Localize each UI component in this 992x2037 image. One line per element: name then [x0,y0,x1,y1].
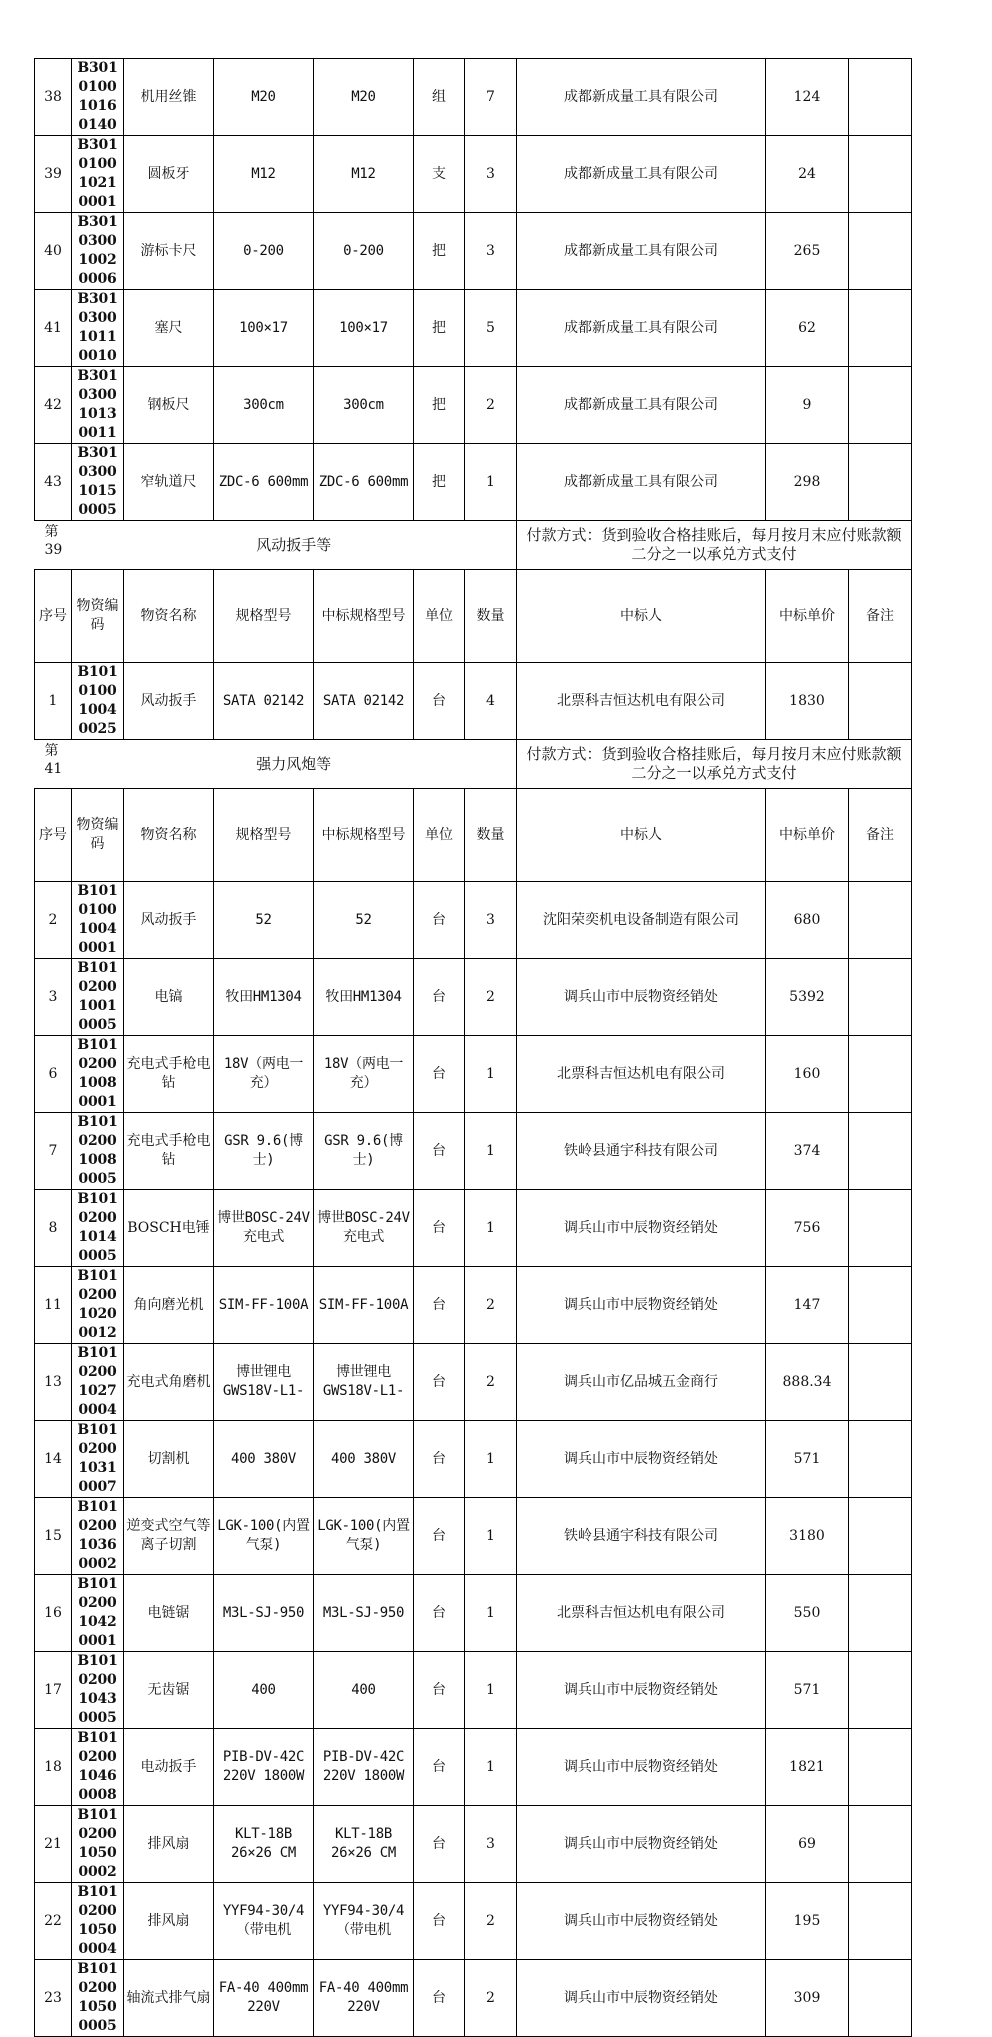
unit-cell: 台 [414,1498,465,1575]
unit-cell: 组 [414,59,465,136]
note-cell [849,1960,912,2037]
bid-spec-cell: 400 380V [314,1421,414,1498]
header-name: 物资名称 [124,789,214,882]
bid-spec-cell: GSR 9.6(博士) [314,1113,414,1190]
winner-cell: 调兵山市中辰物资经销处 [517,1267,766,1344]
winner-cell: 调兵山市中辰物资经销处 [517,1883,766,1960]
bid-spec-cell: 52 [314,882,414,959]
unit-cell: 台 [414,1960,465,2037]
table-row [35,1344,912,1421]
payment-terms: 付款方式：货到验收合格挂账后，每月按月末应付账款额二分之一以承兑方式支付 [517,521,912,570]
winner-cell: 成都新成量工具有限公司 [517,136,766,213]
price-cell: 298 [766,444,849,521]
spec-cell: 52 [214,882,314,959]
spec-cell: YYF94-30/4（带电机 [214,1883,314,1960]
header-code: 物资编码 [72,570,124,663]
table-row [35,290,912,367]
material-code-cell: B101020010200012 [72,1267,124,1344]
bid-spec-cell: YYF94-30/4（带电机 [314,1883,414,1960]
header-seq: 序号 [35,570,72,663]
qty-cell: 2 [465,367,517,444]
header-code: 物资编码 [72,789,124,882]
bid-spec-cell: M12 [314,136,414,213]
bid-spec-cell: 博世锂电GWS18V-L1- [314,1344,414,1421]
table-row [35,1421,912,1498]
note-cell [849,59,912,136]
seq-cell: 11 [35,1267,72,1344]
column-header-row [35,570,912,663]
material-code-cell: B301030010110010 [72,290,124,367]
winner-cell: 成都新成量工具有限公司 [517,290,766,367]
unit-cell: 台 [414,1729,465,1806]
qty-cell: 3 [465,882,517,959]
seq-cell: 15 [35,1498,72,1575]
material-name-cell: 电链锯 [124,1575,214,1652]
material-name-cell: 游标卡尺 [124,213,214,290]
qty-cell: 1 [465,1652,517,1729]
unit-cell: 把 [414,367,465,444]
note-cell [849,1190,912,1267]
header-bid-spec: 中标规格型号 [314,789,414,882]
qty-cell: 7 [465,59,517,136]
price-cell: 24 [766,136,849,213]
winner-cell: 成都新成量工具有限公司 [517,444,766,521]
table-row [35,882,912,959]
material-name-cell: 风动扳手 [124,882,214,959]
material-name-cell: 风动扳手 [124,663,214,740]
table-row [35,1883,912,1960]
winner-cell: 北票科吉恒达机电有限公司 [517,1036,766,1113]
note-cell [849,882,912,959]
seq-cell: 2 [35,882,72,959]
note-cell [849,959,912,1036]
spec-cell: PIB-DV-42C 220V 1800W [214,1729,314,1806]
material-code-cell: B101020010080001 [72,1036,124,1113]
price-cell: 1821 [766,1729,849,1806]
note-cell [849,1652,912,1729]
price-cell: 160 [766,1036,849,1113]
header-note: 备注 [849,789,912,882]
seq-cell: 1 [35,663,72,740]
qty-cell: 5 [465,290,517,367]
section-number: 第39 [35,521,72,570]
header-price: 中标单价 [766,789,849,882]
seq-cell: 8 [35,1190,72,1267]
qty-cell: 3 [465,213,517,290]
qty-cell: 1 [465,1036,517,1113]
material-name-cell: 无齿锯 [124,1652,214,1729]
winner-cell: 调兵山市中辰物资经销处 [517,1190,766,1267]
note-cell [849,1421,912,1498]
qty-cell: 3 [465,136,517,213]
bid-spec-cell: 400 [314,1652,414,1729]
material-code-cell: B301030010130011 [72,367,124,444]
qty-cell: 1 [465,1575,517,1652]
material-name-cell: 窄轨道尺 [124,444,214,521]
material-code-cell: B101020010420001 [72,1575,124,1652]
material-name-cell: 电动扳手 [124,1729,214,1806]
winner-cell: 铁岭县通宇科技有限公司 [517,1498,766,1575]
table-row [35,1729,912,1806]
table-row [35,1960,912,2037]
table-row [35,1652,912,1729]
spec-cell: 100×17 [214,290,314,367]
bid-spec-cell: M3L-SJ-950 [314,1575,414,1652]
qty-cell: 1 [465,1498,517,1575]
header-spec: 规格型号 [214,789,314,882]
winner-cell: 调兵山市中辰物资经销处 [517,1652,766,1729]
bid-spec-cell: KLT-18B 26×26 CM [314,1806,414,1883]
qty-cell: 2 [465,1883,517,1960]
note-cell [849,213,912,290]
unit-cell: 台 [414,1883,465,1960]
section-title: 强力风炮等 [72,740,517,789]
table-row [35,367,912,444]
header-winner: 中标人 [517,570,766,663]
material-code-cell: B101020010270004 [72,1344,124,1421]
price-cell: 3180 [766,1498,849,1575]
price-cell: 265 [766,213,849,290]
seq-cell: 43 [35,444,72,521]
price-cell: 571 [766,1421,849,1498]
note-cell [849,444,912,521]
winner-cell: 成都新成量工具有限公司 [517,213,766,290]
price-cell: 195 [766,1883,849,1960]
spec-cell: 0-200 [214,213,314,290]
spec-cell: 博世BOSC-24V 充电式 [214,1190,314,1267]
qty-cell: 1 [465,444,517,521]
qty-cell: 1 [465,1190,517,1267]
material-code-cell: B101010010040001 [72,882,124,959]
note-cell [849,136,912,213]
material-name-cell: 充电式手枪电钻 [124,1113,214,1190]
unit-cell: 台 [414,1113,465,1190]
spec-cell: KLT-18B 26×26 CM [214,1806,314,1883]
spec-cell: 18V（两电一充） [214,1036,314,1113]
bid-table [34,58,912,2037]
note-cell [849,1806,912,1883]
note-cell [849,367,912,444]
bid-spec-cell: 0-200 [314,213,414,290]
price-cell: 571 [766,1652,849,1729]
note-cell [849,1883,912,1960]
price-cell: 550 [766,1575,849,1652]
qty-cell: 2 [465,959,517,1036]
unit-cell: 台 [414,959,465,1036]
bid-spec-cell: 牧田HM1304 [314,959,414,1036]
material-name-cell: 排风扇 [124,1883,214,1960]
table-row [35,1806,912,1883]
qty-cell: 1 [465,1113,517,1190]
material-code-cell: B101010010040025 [72,663,124,740]
table-row [35,136,912,213]
table-row [35,1575,912,1652]
column-header-row [35,789,912,882]
seq-cell: 22 [35,1883,72,1960]
table-row [35,663,912,740]
qty-cell: 1 [465,1421,517,1498]
note-cell [849,1344,912,1421]
material-name-cell: 排风扇 [124,1806,214,1883]
unit-cell: 支 [414,136,465,213]
section-title: 风动扳手等 [72,521,517,570]
unit-cell: 台 [414,1421,465,1498]
bid-spec-cell: SATA 02142 [314,663,414,740]
unit-cell: 台 [414,1036,465,1113]
spec-cell: 300cm [214,367,314,444]
winner-cell: 北票科吉恒达机电有限公司 [517,1575,766,1652]
material-name-cell: 塞尺 [124,290,214,367]
table-row [35,1190,912,1267]
procurement-sheet [34,58,911,2037]
spec-cell: FA-40 400mm 220V [214,1960,314,2037]
unit-cell: 把 [414,444,465,521]
material-code-cell: B101020010010005 [72,959,124,1036]
spec-cell: M3L-SJ-950 [214,1575,314,1652]
header-spec: 规格型号 [214,570,314,663]
header-qty: 数量 [465,570,517,663]
winner-cell: 铁岭县通宇科技有限公司 [517,1113,766,1190]
unit-cell: 台 [414,1344,465,1421]
bid-spec-cell: LGK-100(内置气泵) [314,1498,414,1575]
spec-cell: ZDC-6 600mm [214,444,314,521]
material-code-cell: B301030010150005 [72,444,124,521]
note-cell [849,290,912,367]
price-cell: 1830 [766,663,849,740]
price-cell: 680 [766,882,849,959]
winner-cell: 成都新成量工具有限公司 [517,367,766,444]
price-cell: 9 [766,367,849,444]
unit-cell: 台 [414,663,465,740]
price-cell: 62 [766,290,849,367]
table-row [35,213,912,290]
unit-cell: 台 [414,1267,465,1344]
seq-cell: 7 [35,1113,72,1190]
payment-terms: 付款方式：货到验收合格挂账后，每月按月末应付账款额二分之一以承兑方式支付 [517,740,912,789]
spec-cell: M20 [214,59,314,136]
material-code-cell: B101020010080005 [72,1113,124,1190]
price-cell: 888.34 [766,1344,849,1421]
bid-spec-cell: 300cm [314,367,414,444]
table-row [35,59,912,136]
material-name-cell: 角向磨光机 [124,1267,214,1344]
table-row [35,1498,912,1575]
winner-cell: 调兵山市中辰物资经销处 [517,1729,766,1806]
unit-cell: 台 [414,1575,465,1652]
spec-cell: SIM-FF-100A [214,1267,314,1344]
spec-cell: 牧田HM1304 [214,959,314,1036]
bid-spec-cell: ZDC-6 600mm [314,444,414,521]
price-cell: 5392 [766,959,849,1036]
seq-cell: 39 [35,136,72,213]
table-row [35,959,912,1036]
note-cell [849,1729,912,1806]
qty-cell: 2 [465,1960,517,2037]
winner-cell: 调兵山市亿品城五金商行 [517,1344,766,1421]
unit-cell: 台 [414,882,465,959]
material-name-cell: 切割机 [124,1421,214,1498]
section-header-row [35,740,912,789]
material-name-cell: 逆变式空气等离子切割 [124,1498,214,1575]
header-name: 物资名称 [124,570,214,663]
material-name-cell: 电镐 [124,959,214,1036]
spec-cell: SATA 02142 [214,663,314,740]
header-winner: 中标人 [517,789,766,882]
seq-cell: 6 [35,1036,72,1113]
seq-cell: 3 [35,959,72,1036]
header-unit: 单位 [414,789,465,882]
bid-spec-cell: PIB-DV-42C 220V 1800W [314,1729,414,1806]
material-code-cell: B101020010430005 [72,1652,124,1729]
qty-cell: 3 [465,1806,517,1883]
price-cell: 756 [766,1190,849,1267]
material-code-cell: B101020010500002 [72,1806,124,1883]
unit-cell: 台 [414,1652,465,1729]
spec-cell: 400 [214,1652,314,1729]
bid-spec-cell: 博世BOSC-24V 充电式 [314,1190,414,1267]
qty-cell: 2 [465,1267,517,1344]
seq-cell: 16 [35,1575,72,1652]
material-name-cell: 圆板牙 [124,136,214,213]
material-code-cell: B101020010500004 [72,1883,124,1960]
note-cell [849,663,912,740]
material-code-cell: B101020010360002 [72,1498,124,1575]
winner-cell: 沈阳荣奕机电设备制造有限公司 [517,882,766,959]
material-name-cell: BOSCH电锤 [124,1190,214,1267]
winner-cell: 成都新成量工具有限公司 [517,59,766,136]
section-number: 第41 [35,740,72,789]
note-cell [849,1498,912,1575]
seq-cell: 40 [35,213,72,290]
price-cell: 147 [766,1267,849,1344]
seq-cell: 23 [35,1960,72,2037]
winner-cell: 调兵山市中辰物资经销处 [517,959,766,1036]
note-cell [849,1575,912,1652]
price-cell: 69 [766,1806,849,1883]
material-code-cell: B101020010140005 [72,1190,124,1267]
winner-cell: 调兵山市中辰物资经销处 [517,1806,766,1883]
material-name-cell: 轴流式排气扇 [124,1960,214,2037]
spec-cell: 博世锂电GWS18V-L1- [214,1344,314,1421]
material-name-cell: 充电式角磨机 [124,1344,214,1421]
winner-cell: 调兵山市中辰物资经销处 [517,1960,766,2037]
unit-cell: 台 [414,1806,465,1883]
header-note: 备注 [849,570,912,663]
table-row [35,1267,912,1344]
spec-cell: LGK-100(内置气泵) [214,1498,314,1575]
header-bid-spec: 中标规格型号 [314,570,414,663]
price-cell: 124 [766,59,849,136]
bid-spec-cell: 100×17 [314,290,414,367]
material-code-cell: B101020010310007 [72,1421,124,1498]
spec-cell: GSR 9.6(博士) [214,1113,314,1190]
seq-cell: 42 [35,367,72,444]
unit-cell: 把 [414,290,465,367]
note-cell [849,1267,912,1344]
material-name-cell: 机用丝锥 [124,59,214,136]
table-row [35,444,912,521]
material-code-cell: B301030010020006 [72,213,124,290]
material-code-cell: B101020010500005 [72,1960,124,2037]
seq-cell: 18 [35,1729,72,1806]
price-cell: 374 [766,1113,849,1190]
seq-cell: 13 [35,1344,72,1421]
seq-cell: 38 [35,59,72,136]
material-name-cell: 充电式手枪电钻 [124,1036,214,1113]
bid-spec-cell: 18V（两电一充） [314,1036,414,1113]
header-qty: 数量 [465,789,517,882]
material-name-cell: 钢板尺 [124,367,214,444]
material-code-cell: B301010010160140 [72,59,124,136]
header-price: 中标单价 [766,570,849,663]
qty-cell: 4 [465,663,517,740]
header-seq: 序号 [35,789,72,882]
unit-cell: 把 [414,213,465,290]
note-cell [849,1036,912,1113]
table-row [35,1113,912,1190]
unit-cell: 台 [414,1190,465,1267]
winner-cell: 北票科吉恒达机电有限公司 [517,663,766,740]
spec-cell: M12 [214,136,314,213]
seq-cell: 17 [35,1652,72,1729]
bid-spec-cell: M20 [314,59,414,136]
material-code-cell: B301010010210001 [72,136,124,213]
section-header-row [35,521,912,570]
seq-cell: 14 [35,1421,72,1498]
winner-cell: 调兵山市中辰物资经销处 [517,1421,766,1498]
seq-cell: 41 [35,290,72,367]
seq-cell: 21 [35,1806,72,1883]
table-row [35,1036,912,1113]
bid-spec-cell: FA-40 400mm 220V [314,1960,414,2037]
price-cell: 309 [766,1960,849,2037]
note-cell [849,1113,912,1190]
qty-cell: 2 [465,1344,517,1421]
header-unit: 单位 [414,570,465,663]
qty-cell: 1 [465,1729,517,1806]
bid-spec-cell: SIM-FF-100A [314,1267,414,1344]
spec-cell: 400 380V [214,1421,314,1498]
material-code-cell: B101020010460008 [72,1729,124,1806]
